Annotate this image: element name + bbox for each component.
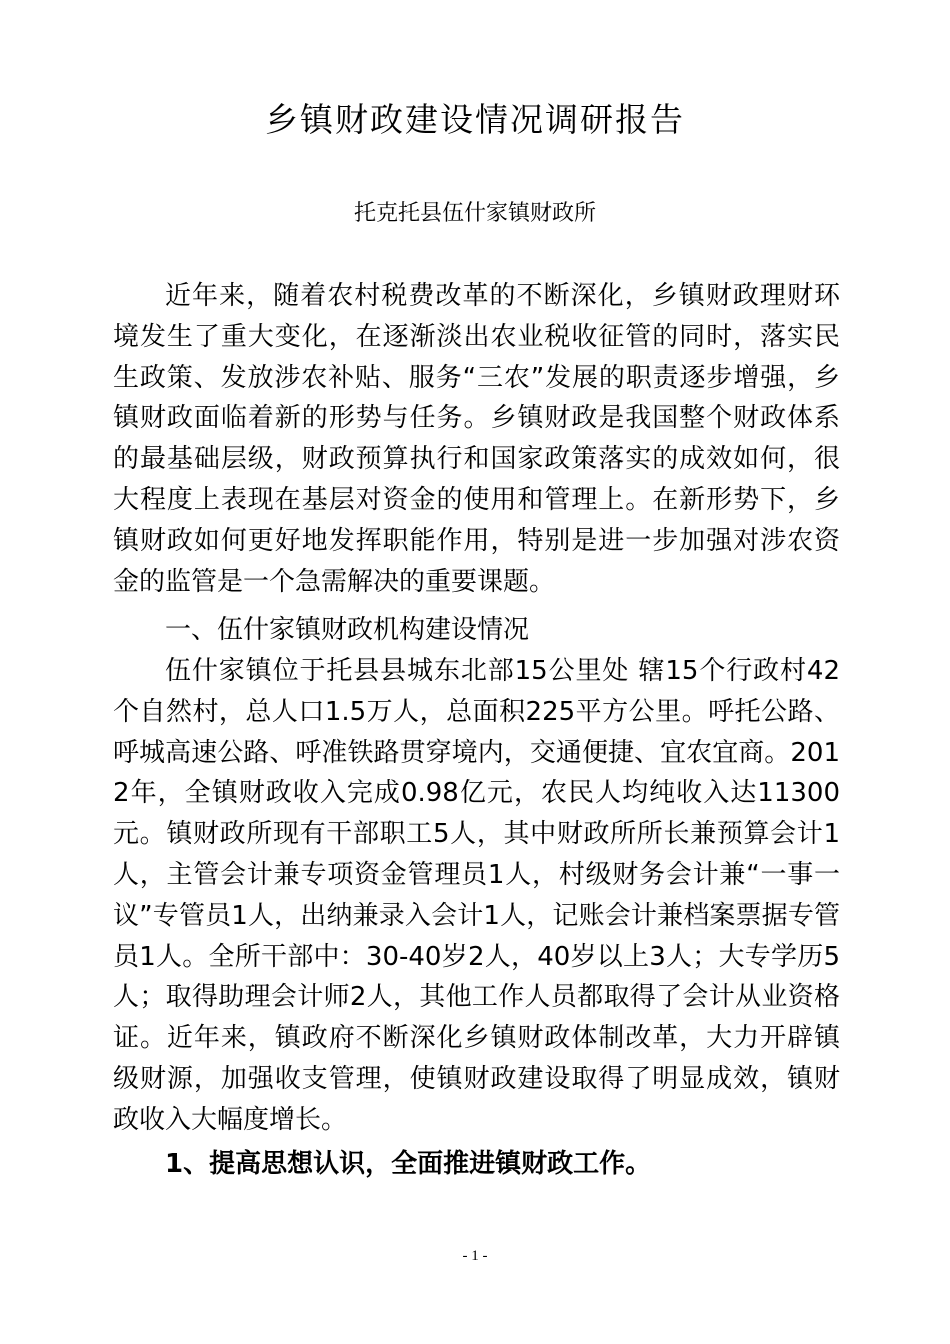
subsection-heading-1: 1、提高思想认识，全面推进镇财政工作。 bbox=[165, 1149, 652, 1179]
paragraph-introduction: 近年来，随着农村税费改革的不断深化，乡镇财政理财环境发生了重大变化，在逐渐淡出农业税收征管的同时，落实民生政策、发放涉农补贴、服务“三农”发展的职责逐步增强，乡镇财政面临着新的形势与任务。乡镇财政是我国整个财政体系的最基础层级，财政预算执行和国家政策落实的成效如何，很大程度上表现在基层对资金的使用和管理上。在新形势下，乡镇财政如何更好地发挥职能作用，特别是进一步加强对涉农资金的监管是一个急需解决的重要课题。 bbox=[113, 281, 840, 597]
document-author: 托克托县伍什家镇财政所 bbox=[353, 201, 596, 226]
page-number: - 1 - bbox=[462, 1248, 488, 1264]
paragraph-town-overview: 伍什家镇位于托县县城东北部15公里处 辖15个行政村42个自然村，总人口1.5万人，总面积225平方公里。呼托公路、呼城高速公路、呼准铁路贯穿境内，交通便捷、宜农宜商。2012年，全镇财政收入完成0.98亿元，农民人均纯收入达11300元。镇财政所现有干部职工5人，其中财政所所长兼预算会计1人，主管会计兼专项资金管理员1人，村级财务会计兼“一事一议”专管员1人，出纳兼录入会计1人，记账会计兼档案票据专管员1人。全所干部中：30-40岁2人，40岁以上3人；大专学历5人；取得助理会计师2人，其他工作人员都取得了会计从业资格证。近年来，镇政府不断深化乡镇财政体制改革，大力开辟镇级财源，加强收支管理，使镇财政建设取得了明显成效，镇财政收入大幅度增长。 bbox=[113, 656, 840, 1135]
document-title: 乡镇财政建设情况调研报告 bbox=[265, 100, 685, 139]
section-heading-1: 一、伍什家镇财政机构建设情况 bbox=[165, 615, 530, 645]
